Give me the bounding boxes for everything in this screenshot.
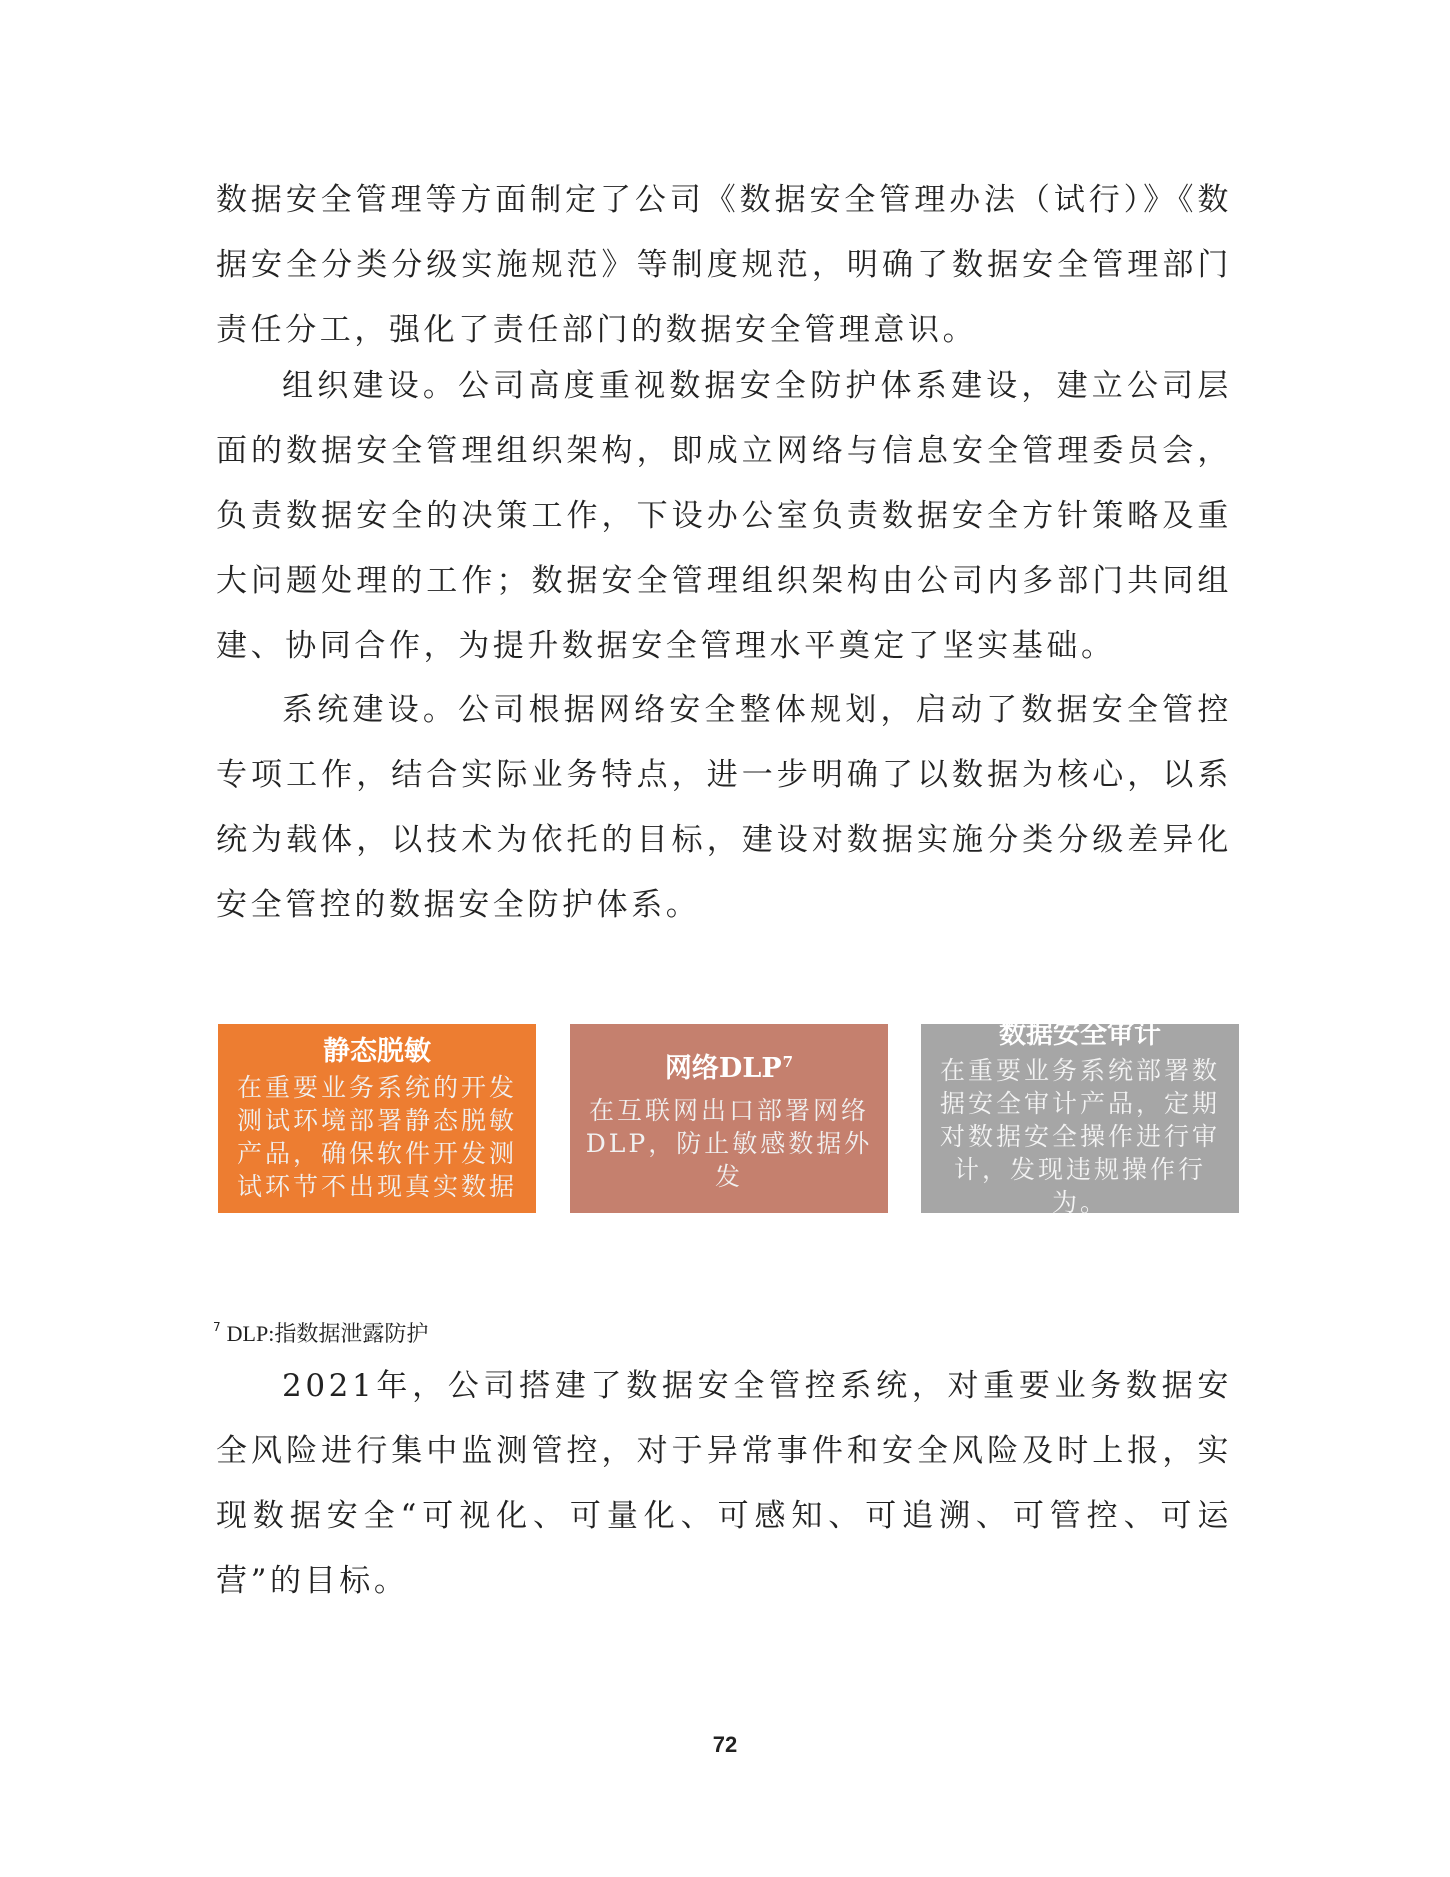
- box-data-audit-title: 数据安全审计: [999, 1019, 1161, 1050]
- box-network-dlp-title: [580, 1045, 878, 1086]
- box-data-audit-body: 在重要业务系统部署数据安全审计产品，定期对数据安全操作进行审计，发现违规操作行为。: [939, 1056, 1220, 1217]
- box-network-dlp-title-text: 网络DLP: [664, 1052, 782, 1084]
- paragraph-regulations: 数据安全管理等方面制定了公司《数据安全管理办法（试行）》《数据安全分类分级实施规范》等制度规范，明确了数据安全管理部门责任分工，强化了责任部门的数据安全管理意识。: [216, 182, 1232, 348]
- box-network-dlp-body: 在互联网出口部署网络DLP，防止敏感数据外发: [585, 1095, 873, 1191]
- paragraph-organization: 组织建设。公司高度重视数据安全防护体系建设，建立公司层面的数据安全管理组织架构，即成立网络与信息安全管理委员会，负责数据安全的决策工作，下设办公室负责数据安全方针策略及重大问题处理的工作；数据安全管理组织架构由公司内多部门共同组建、协同合作，为提升数据安全管理水平奠定了坚实基础。: [216, 368, 1232, 664]
- footnote-text: 指数据泄露防护: [274, 1322, 429, 1347]
- footnote-term: DLP:: [226, 1321, 275, 1346]
- box-network-dlp: [570, 1024, 888, 1213]
- footnote: [213, 1312, 428, 1350]
- box-static-masking: [218, 1024, 536, 1213]
- paragraph-system: 系统建设。公司根据网络安全整体规划，启动了数据安全管控专项工作，结合实际业务特点，进一步明确了以数据为核心，以系统为载体，以技术为依托的目标，建设对数据实施分类分级差异化安全管控的数据安全防护体系。: [216, 692, 1232, 923]
- box-static-masking-body: 在重要业务系统的开发测试环境部署静态脱敏产品，确保软件开发测试环节不出现真实数据: [236, 1072, 517, 1201]
- box-data-audit: [921, 1019, 1239, 1217]
- paragraph-2021: 2021年，公司搭建了数据安全管控系统，对重要业务数据安全风险进行集中监测管控，对于异常事件和安全风险及时上报，实现数据安全“可视化、可量化、可感知、可追溯、可管控、可运营”的目标。: [216, 1368, 1232, 1599]
- page-number: 72: [712, 1732, 738, 1757]
- footnote-reference: 7: [782, 1052, 794, 1071]
- footnote-mark: 7: [213, 1320, 221, 1334]
- box-static-masking-title: 静态脱敏: [323, 1035, 431, 1067]
